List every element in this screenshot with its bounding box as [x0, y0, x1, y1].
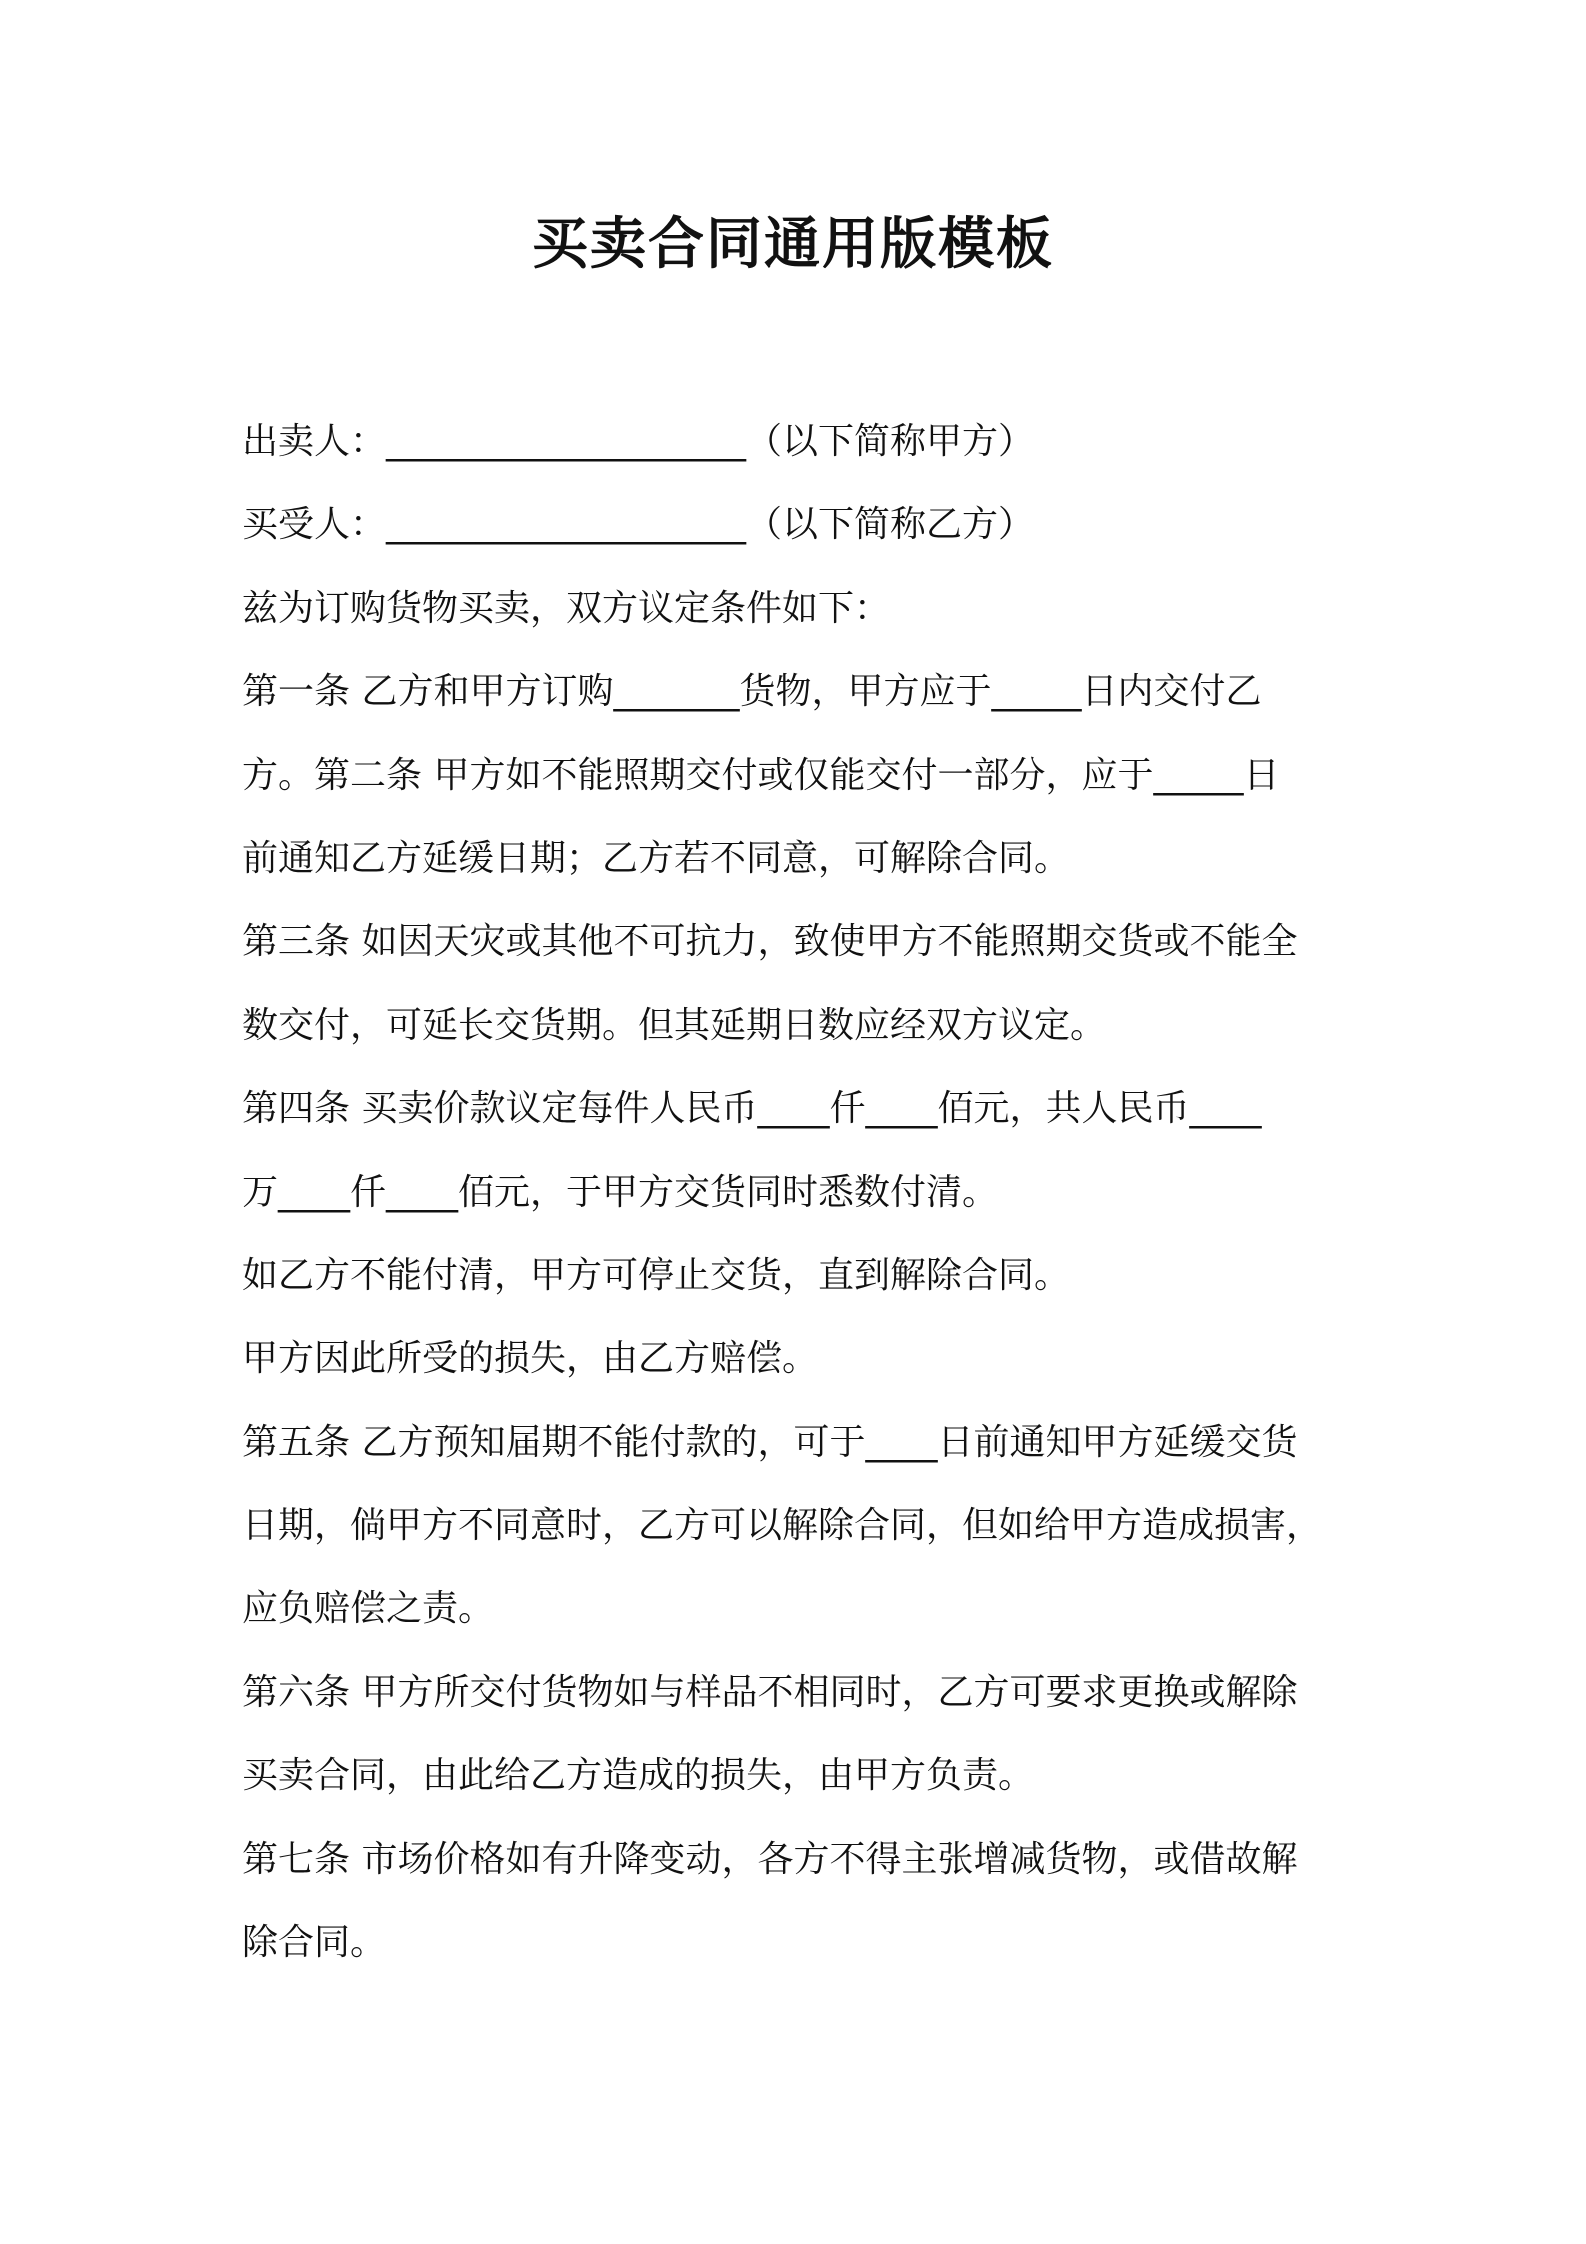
- article-6-line-1: 第六条 甲方所交付货物如与样品不相同时，乙方可要求更换或解除: [242, 1671, 1298, 1713]
- article-5-line-1: 第五条 乙方预知届期不能付款的，可于____日前通知甲方延缓交货: [242, 1421, 1298, 1463]
- document-title: 买卖合同通用版模板: [532, 212, 1054, 277]
- article-7-line-1: 第七条 市场价格如有升降变动，各方不得主张增减货物，或借故解: [242, 1838, 1298, 1880]
- article-6-line-2: 买卖合同，由此给乙方造成的损失，由甲方负责。: [242, 1755, 1035, 1797]
- article-3-line-1: 第三条 如因天灾或其他不可抗力，致使甲方不能照期交货或不能全: [242, 921, 1298, 963]
- article-2-line-1: 方。第二条 甲方如不能照期交付或仅能交付一部分，应于_____日: [242, 754, 1280, 796]
- article-5-line-3: 应负赔偿之责。: [242, 1588, 495, 1630]
- article-3-line-2: 数交付，可延长交货期。但其延期日数应经双方议定。: [242, 1004, 1107, 1046]
- article-4-line-4: 甲方因此所受的损失，由乙方赔偿。: [242, 1338, 819, 1380]
- article-1-line-1: 第一条 乙方和甲方订购_______货物，甲方应于_____日内交付乙: [242, 671, 1262, 713]
- buyer-line: 买受人：____________________（以下简称乙方）: [242, 504, 1035, 546]
- article-2-line-2: 前通知乙方延缓日期；乙方若不同意，可解除合同。: [242, 837, 1071, 879]
- article-4-line-2: 万____仟____佰元，于甲方交货同时悉数付清。: [242, 1171, 999, 1213]
- article-7-line-2: 除合同。: [242, 1922, 387, 1964]
- contract-body: [242, 400, 1362, 1984]
- seller-line: 出卖人：____________________（以下简称甲方）: [242, 421, 1035, 462]
- article-5-line-2: 日期，倘甲方不同意时，乙方可以解除合同，但如给甲方造成损害，: [242, 1505, 1323, 1547]
- article-4-line-1: 第四条 买卖价款议定每件人民币____仟____佰元，共人民币____: [242, 1088, 1262, 1130]
- article-4-line-3: 如乙方不能付清，甲方可停止交货，直到解除合同。: [242, 1254, 1071, 1296]
- intro-line: 兹为订购货物买卖，双方议定条件如下：: [242, 587, 891, 629]
